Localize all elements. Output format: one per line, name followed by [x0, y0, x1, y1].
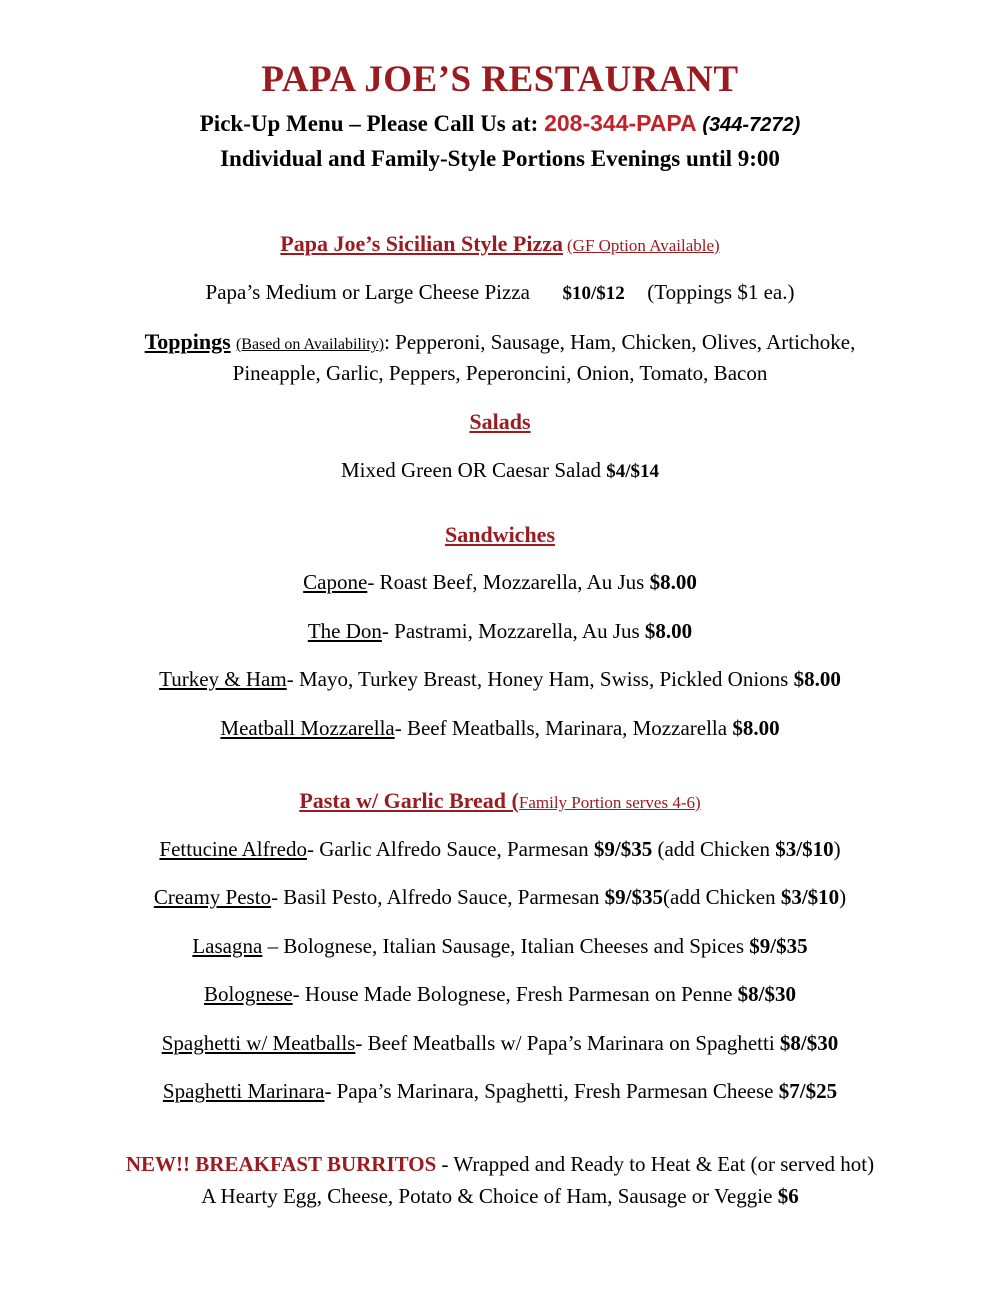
pasta-name: Creamy Pesto: [153, 885, 272, 909]
sandwich-name: Turkey & Ham: [159, 667, 287, 691]
pasta-item: [0, 885, 1000, 910]
pasta-name: Spaghetti w/ Meatballs: [161, 1031, 356, 1055]
pasta-heading-note: Family Portion serves 4-6): [518, 793, 701, 812]
pizza-item: [0, 280, 1000, 305]
toppings-line-1: [0, 329, 1000, 355]
pasta-extra-price: $3/$10: [775, 837, 834, 861]
toppings-label: Toppings: [144, 329, 231, 354]
pasta-price: $9/$35: [593, 837, 653, 861]
pizza-item-note: (Toppings $1 ea.): [647, 280, 795, 304]
pasta-price: $9/$35: [749, 934, 808, 958]
sandwich-item: [0, 619, 1000, 644]
sandwich-name: The Don: [307, 619, 382, 643]
pasta-price: $8/$30: [779, 1031, 839, 1055]
sandwich-name: Capone: [303, 570, 368, 594]
pasta-desc: - Garlic Alfredo Sauce, Parmesan: [306, 837, 589, 861]
pasta-extra-post: ): [839, 885, 847, 909]
sandwich-item: [0, 667, 1000, 692]
sandwich-desc: - Pastrami, Mozzarella, Au Jus: [381, 619, 640, 643]
pasta-name: Bolognese: [204, 982, 293, 1006]
sandwich-price: $8.00: [732, 716, 780, 740]
sandwich-desc: - Beef Meatballs, Marinara, Mozzarella: [394, 716, 728, 740]
sandwich-item: [0, 716, 1000, 741]
toppings-line-2: Pineapple, Garlic, Peppers, Peperoncini, Onion, Tomato, Bacon: [232, 361, 768, 385]
burritos-label: NEW!! BREAKFAST BURRITOS: [125, 1152, 437, 1176]
pasta-desc: - House Made Bolognese, Fresh Parmesan on Penne: [292, 982, 733, 1006]
pasta-heading-text: Pasta w/ Garlic Bread (: [299, 788, 519, 813]
pickup-subtitle: [0, 110, 1000, 137]
pasta-name: Spaghetti Marinara: [162, 1079, 325, 1103]
burritos-desc-2: A Hearty Egg, Cheese, Potato & Choice of Ham, Sausage or Veggie: [201, 1184, 773, 1208]
salad-item-text: Mixed Green OR Caesar Salad: [340, 458, 602, 482]
pasta-desc: – Bolognese, Italian Sausage, Italian Cheeses and Spices: [262, 934, 745, 958]
restaurant-title: PAPA JOE’S RESTAURANT: [261, 59, 739, 100]
pasta-desc: - Basil Pesto, Alfredo Sauce, Parmesan: [271, 885, 600, 909]
burritos-desc-1: - Wrapped and Ready to Heat & Eat (or served hot): [436, 1152, 875, 1176]
pasta-item: [0, 934, 1000, 959]
burritos-line-2: [0, 1184, 1000, 1209]
pasta-desc: - Papa’s Marinara, Spaghetti, Fresh Parmesan Cheese: [324, 1079, 774, 1103]
burritos-price: $6: [777, 1184, 799, 1208]
sandwich-price: $8.00: [649, 570, 697, 594]
salads-heading: [0, 409, 1000, 435]
pasta-price: $8/$30: [737, 982, 796, 1006]
salads-heading-text: Salads: [469, 409, 531, 434]
sandwich-name: Meatball Mozzarella: [220, 716, 395, 740]
pasta-price: $9/$35: [604, 885, 664, 909]
pasta-extra-price: $3/$10: [780, 885, 840, 909]
pasta-name: Fettucine Alfredo: [159, 837, 307, 861]
sandwich-price: $8.00: [644, 619, 693, 643]
pasta-price: $7/$25: [778, 1079, 838, 1103]
pasta-item: [0, 1031, 1000, 1056]
pasta-desc: - Beef Meatballs w/ Papa’s Marinara on Spaghetti: [355, 1031, 775, 1055]
pasta-heading: [0, 788, 1000, 814]
toppings-note: (Based on Availability): [235, 336, 385, 353]
pasta-item: [0, 1079, 1000, 1104]
portions-subtitle: Individual and Family-Style Portions Evenings until 9:00: [220, 146, 780, 171]
pasta-extra-post: ): [833, 837, 841, 861]
sandwiches-heading-text: Sandwiches: [444, 522, 556, 547]
pasta-extra-pre: (add Chicken: [663, 885, 781, 909]
pizza-heading-text: Papa Joe’s Sicilian Style Pizza: [280, 231, 564, 256]
sandwich-desc: - Roast Beef, Mozzarella, Au Jus: [367, 570, 645, 594]
pizza-heading-note: (GF Option Available): [567, 236, 720, 255]
phone-number: 208-344-PAPA: [544, 110, 697, 136]
pizza-item-price: $10/$12: [562, 283, 625, 304]
toppings-list-1: : Pepperoni, Sausage, Ham, Chicken, Olives, Artichoke,: [384, 330, 856, 354]
sandwich-item: [0, 570, 1000, 595]
burritos-line-1: [0, 1152, 1000, 1177]
sandwich-price: $8.00: [793, 667, 841, 691]
phone-number-numeric: (344-7272): [702, 114, 801, 136]
pasta-extra-pre: (add Chicken: [652, 837, 776, 861]
pizza-heading: [0, 231, 1000, 257]
salad-item-price: $4/$14: [606, 461, 660, 482]
sandwich-desc: - Mayo, Turkey Breast, Honey Ham, Swiss, Pickled Onions: [286, 667, 789, 691]
pasta-item: [0, 982, 1000, 1007]
pizza-item-name: Papa’s Medium or Large Cheese Pizza: [205, 280, 530, 304]
sandwiches-heading: [0, 522, 1000, 548]
salad-item: [0, 458, 1000, 483]
pasta-item: [0, 837, 1000, 862]
pickup-subtitle-text: Pick-Up Menu – Please Call Us at:: [199, 111, 539, 136]
pasta-name: Lasagna: [192, 934, 263, 958]
